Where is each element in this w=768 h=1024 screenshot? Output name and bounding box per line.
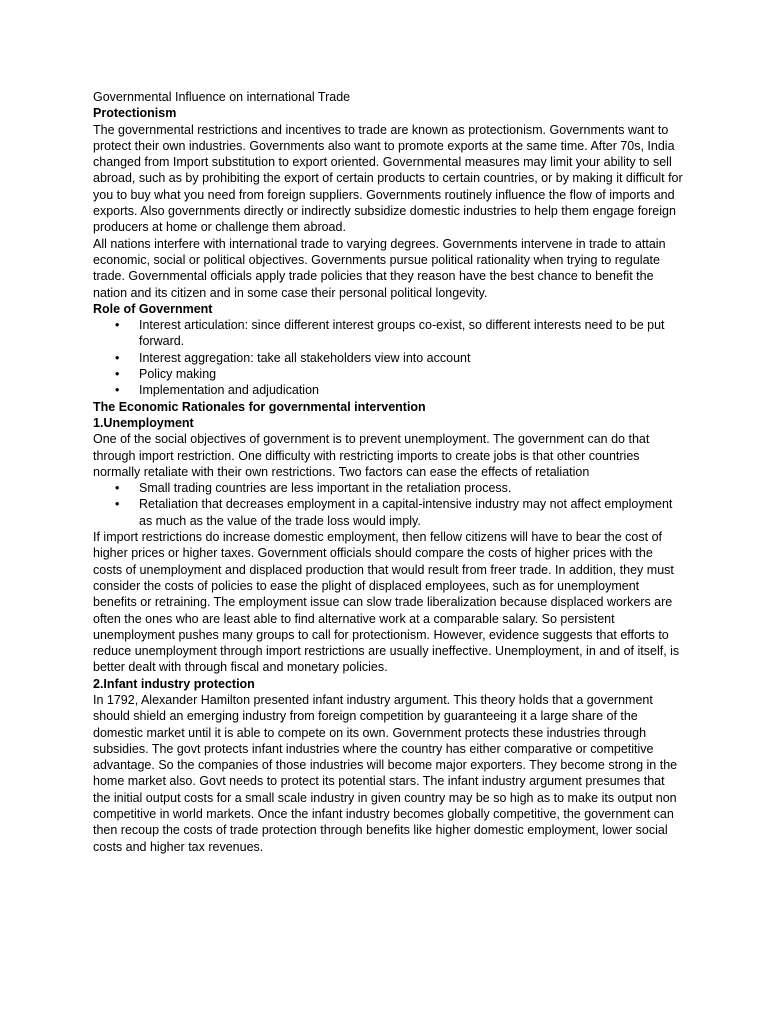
bullet-text: Interest articulation: since different interest groups co-exist, so different interests need to be put forward. — [139, 318, 665, 349]
list-item — [93, 382, 683, 398]
bullet-text: Interest aggregation: take all stakeholders view into account — [139, 350, 471, 365]
paragraph-protectionism-intro: The governmental restrictions and incentives to trade are known as protectionism. Governments want to protect their own industries. Governments also want to promote exports at the same time. After 70s, India changed from Import substitution to export oriented. Governmental measures may limit your ability to sell abroad, such as by prohibiting the export of certain products to certain countries, or by making it difficult for you to buy what you need from foreign suppliers. Governments routinely influence the flow of imports and exports. Also governments directly or indirectly subsidize domestic industries to help them engage foreign producers at home or challenge them abroad. — [93, 122, 683, 235]
bullet-icon: • — [115, 350, 120, 365]
bullet-text: Retaliation that decreases employment in a capital-intensive industry may not affect employment as much as the value of the trade loss would imply. — [139, 497, 673, 528]
heading-economic-rationales: The Economic Rationales for governmental intervention — [93, 399, 426, 414]
bullet-icon: • — [115, 318, 120, 333]
list-item — [93, 317, 683, 350]
bullet-text: Implementation and adjudication — [139, 383, 319, 398]
bullet-text: Small trading countries are less important in the retaliation process. — [139, 481, 512, 496]
paragraph-unemployment-intro: One of the social objectives of government is to prevent unemployment. The government can do that through import restriction. One difficulty with restricting imports to create jobs is that other countries normally retaliate with their own restrictions. Two factors can ease the effects of retaliation — [93, 432, 650, 479]
heading-infant-industry: 2.Infant industry protection — [93, 676, 255, 691]
heading-protectionism: Protectionism — [93, 106, 177, 121]
unemployment-bullet-list — [93, 480, 683, 529]
paragraph-nations-interfere: All nations interfere with international trade to varying degrees. Governments intervene in trade to attain economic, social or political objectives. Governments pursue political rationality when trying to regulate trade. Governmental officials apply trade policies that they reason have the best chance to benefit the nation and its citizen and in some case their personal political longevity. — [93, 236, 666, 300]
list-item — [93, 480, 683, 496]
bullet-text: Policy making — [139, 367, 217, 382]
paragraph-import-restrictions: If import restrictions do increase domestic employment, then fellow citizens will have to bear the cost of higher prices or higher taxes. Government officials should compare the costs of higher prices with the costs of unemployment and displaced production that would result from freer trade. In addition, they must consider the costs of policies to ease the plight of displaced employees, such as for unemployment benefits or retraining. The employment issue can slow trade liberalization because displaced workers are often the ones who are least able to find alternative work at a comparable salary. So persistent unemployment pushes many groups to call for protectionism. However, evidence suggests that efforts to reduce unemployment through import restrictions are usually ineffective. Unemployment, in and of itself, is better dealt with through fiscal and monetary policies. — [93, 530, 680, 675]
list-item — [93, 496, 683, 529]
heading-role-of-government: Role of Government — [93, 301, 213, 316]
document-title: Governmental Influence on international Trade — [93, 90, 351, 104]
document-page — [93, 89, 683, 855]
list-item — [93, 366, 683, 382]
heading-unemployment: 1.Unemployment — [93, 415, 194, 430]
bullet-icon: • — [115, 497, 120, 512]
list-item — [93, 350, 683, 366]
bullet-icon: • — [115, 367, 120, 382]
bullet-icon: • — [115, 383, 120, 398]
paragraph-infant-industry: In 1792, Alexander Hamilton presented infant industry argument. This theory holds that a government should shield an emerging industry from foreign competition by guaranteeing it a large share of the domestic market until it is able to compete on its own. Government protects these industries through subsidies. The govt protects infant industries where the country has either comparative or competitive advantage. So the companies of those industries will become major exporters. They become strong in the home market also. Govt needs to protect its potential stars. The infant industry argument presumes that the initial output costs for a small scale industry in given country may be so high as to make its output non competitive in world markets. Once the infant industry becomes globally competitive, the government can then recoup the costs of trade protection through benefits like higher domestic employment, lower social costs and higher tax revenues. — [93, 692, 678, 854]
role-bullet-list — [93, 317, 683, 398]
bullet-icon: • — [115, 481, 120, 496]
